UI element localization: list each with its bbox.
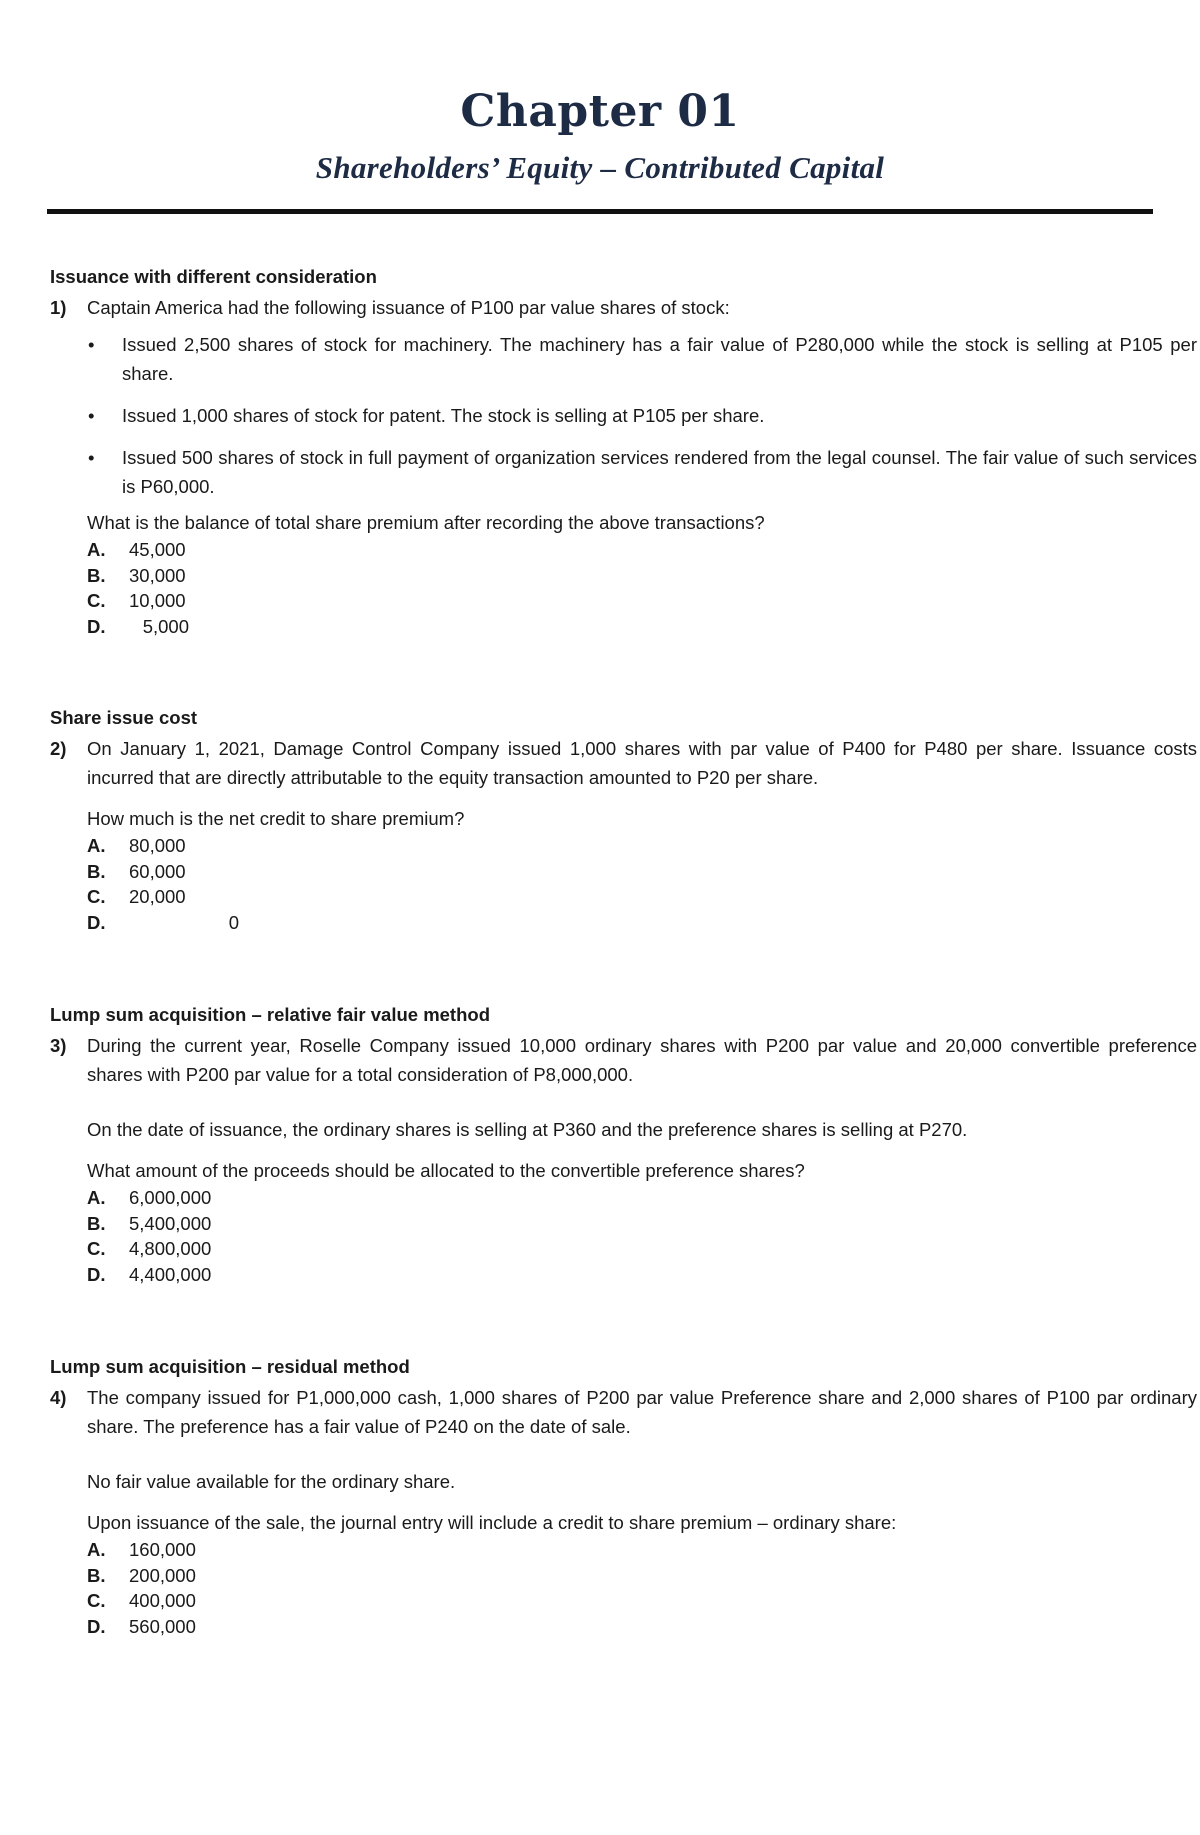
- choice-letter: D.: [87, 911, 106, 933]
- choice-value: 30,000: [129, 564, 186, 586]
- choice-letter: B.: [87, 860, 106, 882]
- choice-c[interactable]: [87, 588, 1150, 614]
- choice-letter: B.: [87, 1212, 106, 1234]
- question-2: [50, 706, 1197, 935]
- choice-value: 400,000: [129, 1590, 196, 1611]
- question-1-stem: [50, 293, 1150, 322]
- choice-letter: C.: [87, 1590, 106, 1611]
- question-2-text: On January 1, 2021, Damage Control Company issued 1,000 shares with par value of P400 for P480 per share. Issuance costs incurred that are directly attributable to the equity transaction amounted to P20 per share.: [87, 738, 1197, 788]
- question-3-text: During the current year, Roselle Company issued 10,000 ordinary shares with P200 par value and 20,000 convertible preference shares with P200 par value for a total consideration of P8,000,000.: [87, 1035, 1197, 1085]
- chapter-subtitle: Shareholders’ Equity – Contributed Capital: [315, 150, 885, 185]
- choice-value: 200,000: [129, 1564, 196, 1586]
- choice-value: 5,000: [142, 615, 189, 637]
- question-1-heading: Issuance with different consideration: [50, 266, 377, 287]
- choice-value: 4,800,000: [129, 1238, 212, 1259]
- choice-letter: A.: [87, 835, 106, 856]
- question-2-number: 2): [50, 738, 67, 759]
- choice-b[interactable]: [87, 1563, 1150, 1589]
- bullet-text: Issued 2,500 shares of stock for machinery. The machinery has a fair value of P280,000 while the stock is selling at P105 per share.: [122, 334, 1197, 384]
- choice-c[interactable]: [87, 884, 1150, 910]
- choice-letter: C.: [87, 1238, 106, 1259]
- choice-d[interactable]: [87, 910, 1150, 936]
- choice-c[interactable]: [87, 1236, 1150, 1262]
- header-divider: [47, 209, 1153, 214]
- question-4-heading: Lump sum acquisition – residual method: [50, 1356, 410, 1377]
- question-4-text: The company issued for P1,000,000 cash, 1,000 shares of P200 par value Preference share and 2,000 shares of P100 par ordinary share. The preference has a fair value of P240 on the date of sale.: [87, 1387, 1197, 1437]
- question-1-text: Captain America had the following issuance of P100 par value shares of stock:: [87, 297, 730, 318]
- choice-a[interactable]: [87, 1185, 1150, 1211]
- chapter-title: Chapter 01: [460, 86, 740, 137]
- choice-value: 80,000: [129, 835, 186, 856]
- question-2-stem: [50, 734, 1197, 792]
- choice-letter: D.: [87, 1615, 106, 1637]
- choice-b[interactable]: [87, 859, 1150, 885]
- question-2-choices: [87, 833, 1150, 935]
- choice-a[interactable]: [87, 1537, 1150, 1563]
- question-1: [50, 265, 1197, 639]
- choice-value: 160,000: [129, 1539, 196, 1560]
- question-3-stem: [50, 1031, 1197, 1089]
- choice-value: 4,400,000: [129, 1263, 212, 1285]
- question-3-choices: [87, 1185, 1150, 1287]
- choice-value: 45,000: [129, 539, 186, 560]
- question-4-note: No fair value available for the ordinary share.: [87, 1471, 456, 1492]
- question-4-choices: [87, 1537, 1150, 1639]
- choice-value: 10,000: [129, 590, 186, 611]
- choice-value: 20,000: [129, 886, 186, 907]
- list-item: [87, 443, 1197, 501]
- question-4-number: 4): [50, 1387, 67, 1408]
- question-2-prompt: How much is the net credit to share premium?: [87, 808, 465, 829]
- choice-c[interactable]: [87, 1588, 1150, 1614]
- question-4: [50, 1355, 1197, 1639]
- question-3-number: 3): [50, 1035, 67, 1056]
- choice-a[interactable]: [87, 833, 1150, 859]
- choice-b[interactable]: [87, 1211, 1150, 1237]
- choice-a[interactable]: [87, 537, 1150, 563]
- question-3: [50, 1003, 1197, 1287]
- choice-letter: B.: [87, 564, 106, 586]
- question-3-heading: Lump sum acquisition – relative fair value method: [50, 1004, 490, 1025]
- choice-letter: A.: [87, 539, 106, 560]
- choice-d[interactable]: [87, 614, 1150, 640]
- question-1-choices: [87, 537, 1150, 639]
- choice-letter: C.: [87, 590, 106, 611]
- bullet-text: Issued 1,000 shares of stock for patent. The stock is selling at P105 per share.: [122, 405, 765, 426]
- choice-value: 6,000,000: [129, 1187, 212, 1208]
- bullet-icon: •: [88, 334, 95, 355]
- bullet-icon: •: [88, 447, 95, 468]
- list-item: [87, 330, 1197, 388]
- bullet-text: Issued 500 shares of stock in full payment of organization services rendered from the legal counsel. The fair value of such services is P60,000.: [122, 447, 1197, 497]
- question-1-prompt: What is the balance of total share premium after recording the above transactions?: [87, 512, 765, 533]
- choice-letter: A.: [87, 1187, 106, 1208]
- choice-letter: A.: [87, 1539, 106, 1560]
- choice-value: 5,400,000: [129, 1212, 212, 1234]
- choice-value: 60,000: [129, 860, 186, 882]
- choice-d[interactable]: [87, 1262, 1150, 1288]
- choice-value: 0: [228, 911, 239, 933]
- choice-letter: D.: [87, 1263, 106, 1285]
- question-3-prompt: What amount of the proceeds should be allocated to the convertible preference shares?: [87, 1160, 805, 1181]
- question-1-bullets: [87, 330, 1197, 501]
- choice-letter: D.: [87, 615, 106, 637]
- choice-value: 560,000: [129, 1615, 196, 1637]
- question-3-note: On the date of issuance, the ordinary shares is selling at P360 and the preference shares is selling at P270.: [87, 1119, 968, 1140]
- question-4-prompt: Upon issuance of the sale, the journal entry will include a credit to share premium – ordinary share:: [87, 1512, 897, 1533]
- choice-b[interactable]: [87, 563, 1150, 589]
- choice-letter: B.: [87, 1564, 106, 1586]
- choice-letter: C.: [87, 886, 106, 907]
- question-1-number: 1): [50, 297, 67, 318]
- question-4-stem: [50, 1383, 1197, 1441]
- list-item: [87, 401, 1197, 430]
- bullet-icon: •: [88, 405, 95, 426]
- choice-d[interactable]: [87, 1614, 1150, 1640]
- question-2-heading: Share issue cost: [50, 707, 198, 728]
